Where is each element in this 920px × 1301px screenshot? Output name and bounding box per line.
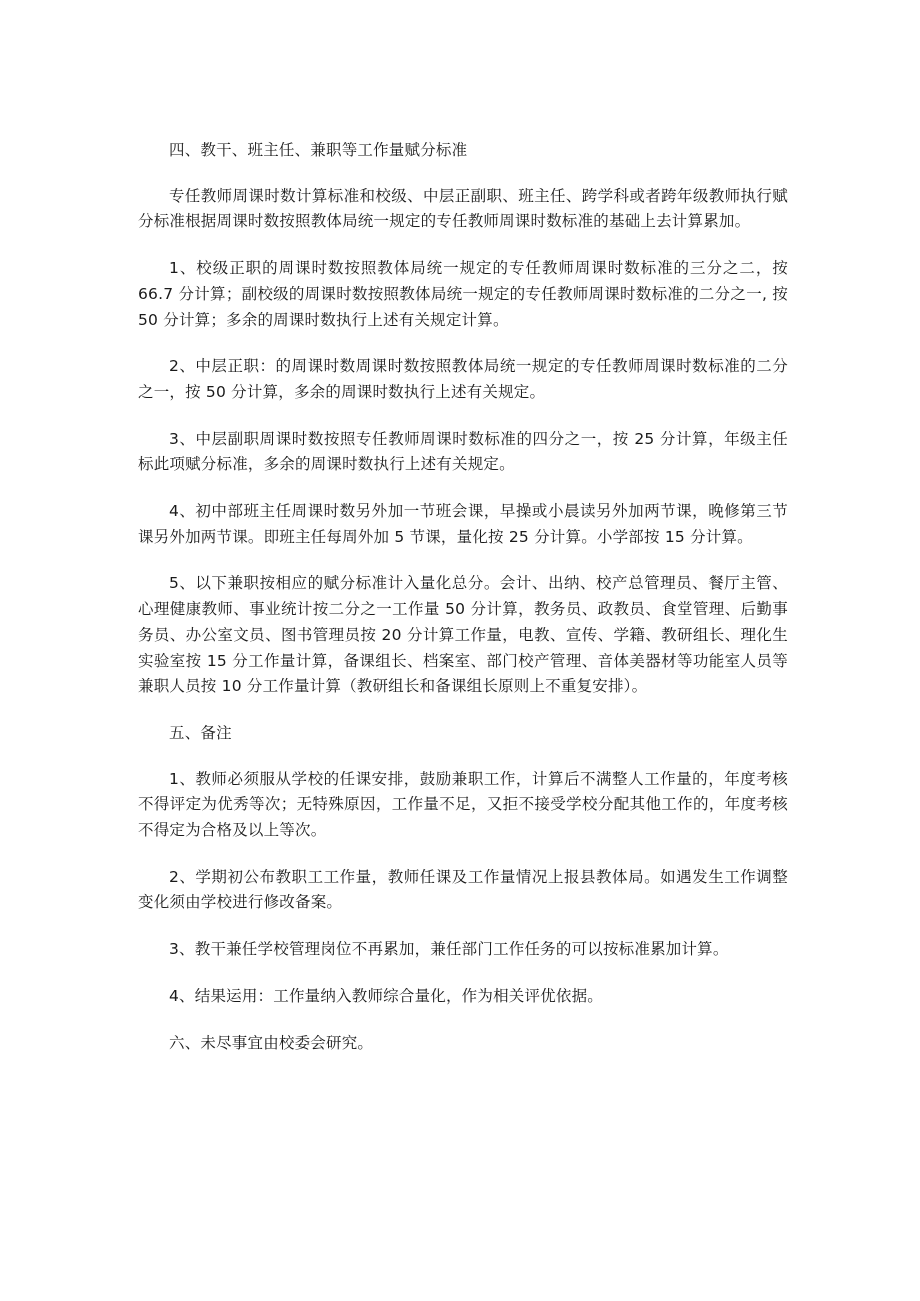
section-heading-6: 六、未尽事宜由校委会研究。 xyxy=(169,1033,374,1052)
section-heading-5: 五、备注 xyxy=(169,723,232,742)
paragraph-note-1: 1、教师必须服从学校的任课安排，鼓励兼职工作，计算后不满整人工作量的，年度考核不得评定为优秀等次；无特殊原因，工作量不足，又拒不接受学校分配其他工作的，年度考核不得定为合格及以上等次。 xyxy=(138,769,788,840)
paragraph-item-2: 2、中层正职：的周课时数周课时数按照教体局统一规定的专任教师周课时数标准的二分之一，按 50 分计算，多余的周课时数执行上述有关规定。 xyxy=(138,357,788,401)
paragraph-note-2: 2、学期初公布教职工工作量，教师任课及工作量情况上报县教体局。如遇发生工作调整变化须由学校进行修改备案。 xyxy=(138,867,788,912)
paragraph-item-3: 3、中层副职周课时数按照专任教师周课时数标准的四分之一，按 25 分计算，年级主任标此项赋分标准，多余的周课时数执行上述有关规定。 xyxy=(138,429,788,474)
document-body xyxy=(138,138,788,1076)
paragraph-item-4: 4、初中部班主任周课时数另外加一节班会课，早操或小晨读另外加两节课，晚修第三节课另外加两节课。即班主任每周外加 5 节课，量化按 25 分计算。小学部按 15 分计算。 xyxy=(138,502,788,546)
paragraph-intro: 专任教师周课时数计算标准和校级、中层正副职、班主任、跨学科或者跨年级教师执行赋分标准根据周课时数按照教体局统一规定的专任教师周课时数标准的基础上去计算累加。 xyxy=(138,186,788,231)
paragraph-item-5: 5、以下兼职按相应的赋分标准计入量化总分。会计、出纳、校产总管理员、餐厅主管、心理健康教师、事业统计按二分之一工作量 50 分计算，教务员、政教员、食堂管理、后勤事务员、办公室文员、图书管理员按 20 分计算工作量，电教、宣传、学籍、教研组长、理化生实验室按 15 分工作量计算，备课组长、档案室、部门校产管理、音体美器材等功能室人员等兼职人员按 10 分工作量计算（教研组长和备课组长原则上不重复安排）。 xyxy=(138,574,788,696)
paragraph-note-3: 3、教干兼任学校管理岗位不再累加，兼任部门工作任务的可以按标准累加计算。 xyxy=(169,940,729,959)
paragraph-item-1: 1、校级正职的周课时数按照教体局统一规定的专任教师周课时数标准的三分之二，按 66.7 分计算；副校级的周课时数按照教体局统一规定的专任教师周课时数标准的二分之一, 按 50 分计算；多余的周课时数执行上述有关规定计算。 xyxy=(138,259,788,329)
section-heading-4: 四、教干、班主任、兼职等工作量赋分标准 xyxy=(169,141,468,159)
paragraph-note-4: 4、结果运用：工作量纳入教师综合量化，作为相关评优依据。 xyxy=(169,986,603,1005)
